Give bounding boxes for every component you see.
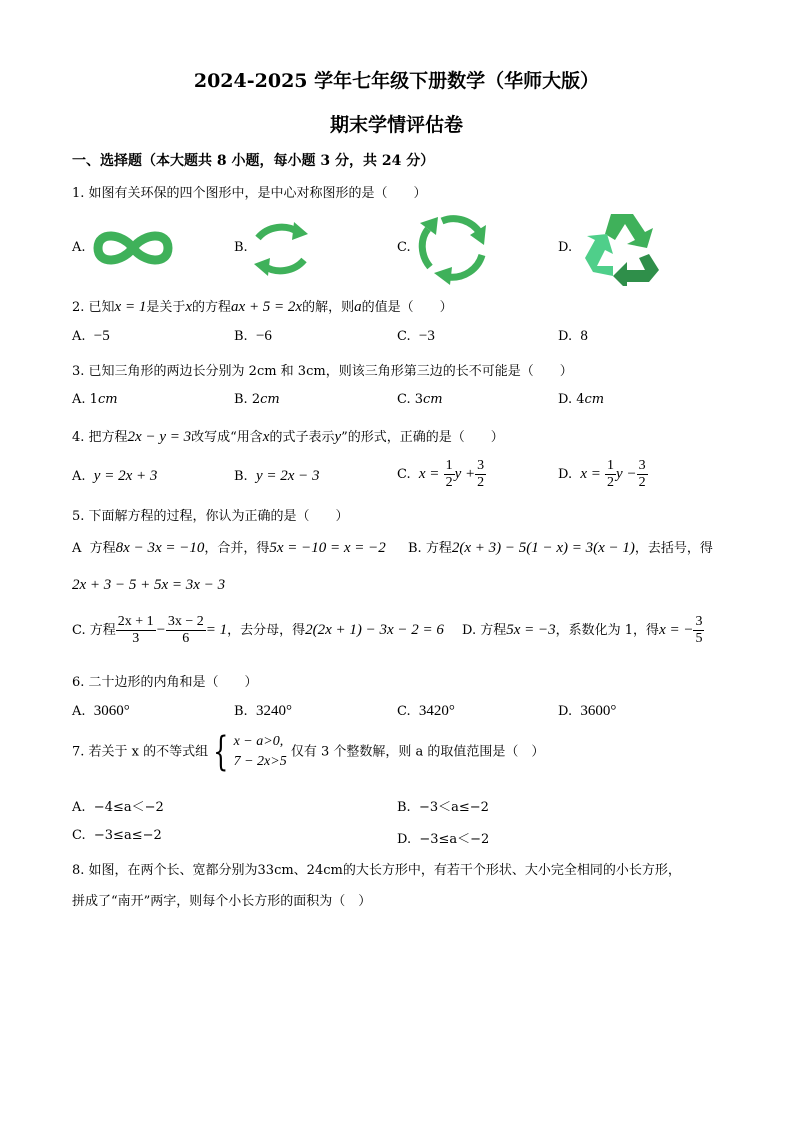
q2-option-d: D. 8 — [558, 328, 588, 344]
q5-option-b: B. 方程2(x + 3) − 5(1 − x) = 3(x − 1)，去括号，得 — [408, 540, 713, 556]
q5-option-c: C. 方程 $\frac{2x + 1}{3}$ − $\frac{3x - 2}{6}$ = 1，去分母，得2(2x + 1) − 3x − 2 = 6 — [72, 614, 444, 646]
q1-option-d-label: D. — [558, 240, 573, 255]
q4-option-a: A. y = 2x + 3 — [72, 468, 158, 484]
q5-option-a: A 方程8x − 3x = −10，合并，得5x = −10 = x = −2 — [72, 540, 386, 556]
q1-option-c-label: C. — [397, 240, 411, 255]
infinity-loop-icon — [92, 227, 174, 269]
q7-option-a: A. −4≤a＜−2 — [72, 800, 164, 815]
recycle-icon — [583, 210, 661, 286]
q7-option-b: B. −3＜a≤−2 — [397, 800, 489, 815]
q5-option-d: D. 方程5x = −3，系数化为 1，得x = − $\frac{3}{5}$ — [462, 614, 703, 646]
q6-option-a: A. 3060° — [72, 703, 130, 719]
q6-option-c: C. 3420° — [397, 703, 455, 719]
q1-option-a-label: A. — [72, 240, 86, 255]
q5-option-b-result: 2x + 3 − 5 + 5x = 3x − 3 — [72, 577, 226, 593]
question-3-stem: 3. 已知三角形的两边长分别为 2cm 和 3cm，则该三角形第三边的长不可能是（ ） — [72, 364, 573, 379]
question-7-stem: 7. 若关于 x 的不等式组 { x − a>0, 7 − 2x>5 仅有 3 个整数解，则 a 的取值范围是（ ） — [72, 729, 545, 775]
q3-option-d: D. 4cm — [558, 392, 605, 407]
question-5-stem: 5. 下面解方程的过程，你认为正确的是（ ） — [72, 509, 349, 524]
two-arrows-cycle-icon — [250, 220, 312, 278]
question-4-stem: 4. 把方程2x − y = 3改写成“用含x的式子表示y”的形式，正确的是（ ） — [72, 429, 504, 445]
q2-option-c: C. −3 — [397, 328, 435, 344]
q7-option-d: D. −3≤a＜−2 — [397, 832, 490, 847]
section-heading: 一、选择题（本大题共 8 小题，每小题 3 分，共 24 分） — [72, 153, 435, 169]
q3-option-b: B. 2cm — [234, 392, 280, 407]
q1-option-b-label: B. — [234, 240, 248, 255]
q4-option-c: C. x = $\frac{1}{2}$ y + $\frac{3}{2}$ — [397, 458, 485, 490]
q7-option-c: C. −3≤a≤−2 — [72, 828, 162, 843]
page-title: 2024-2025 学年七年级下册数学（华师大版） — [193, 70, 600, 92]
question-8-line-2: 拼成了“南开”两字，则每个小长方形的面积为（ ） — [72, 894, 372, 909]
question-2-stem: 2. 已知x = 1是关于x的方程ax + 5 = 2x的解，则a的值是（ ） — [72, 299, 453, 315]
q2-option-b: B. −6 — [234, 328, 272, 344]
question-6-stem: 6. 二十边形的内角和是（ ） — [72, 675, 258, 690]
question-1-stem: 1. 如图有关环保的四个图形中，是中心对称图形的是（ ） — [72, 186, 427, 201]
q4-option-b: B. y = 2x − 3 — [234, 468, 320, 484]
q4-option-d: D. x = $\frac{1}{2}$ y − $\frac{3}{2}$ — [558, 458, 646, 490]
question-8-line-1: 8. 如图，在两个长、宽都分别为33cm、24cm的大长方形中，有若干个形状、大小完全相同的小长方形， — [72, 863, 681, 878]
q6-option-d: D. 3600° — [558, 703, 617, 719]
page-subtitle: 期末学情评估卷 — [329, 114, 463, 136]
q6-option-b: B. 3240° — [234, 703, 292, 719]
three-arrows-cycle-icon — [416, 211, 492, 285]
q3-option-a: A. 1cm — [72, 392, 118, 407]
q3-option-c: C. 3cm — [397, 392, 443, 407]
q2-option-a: A. −5 — [72, 328, 110, 344]
